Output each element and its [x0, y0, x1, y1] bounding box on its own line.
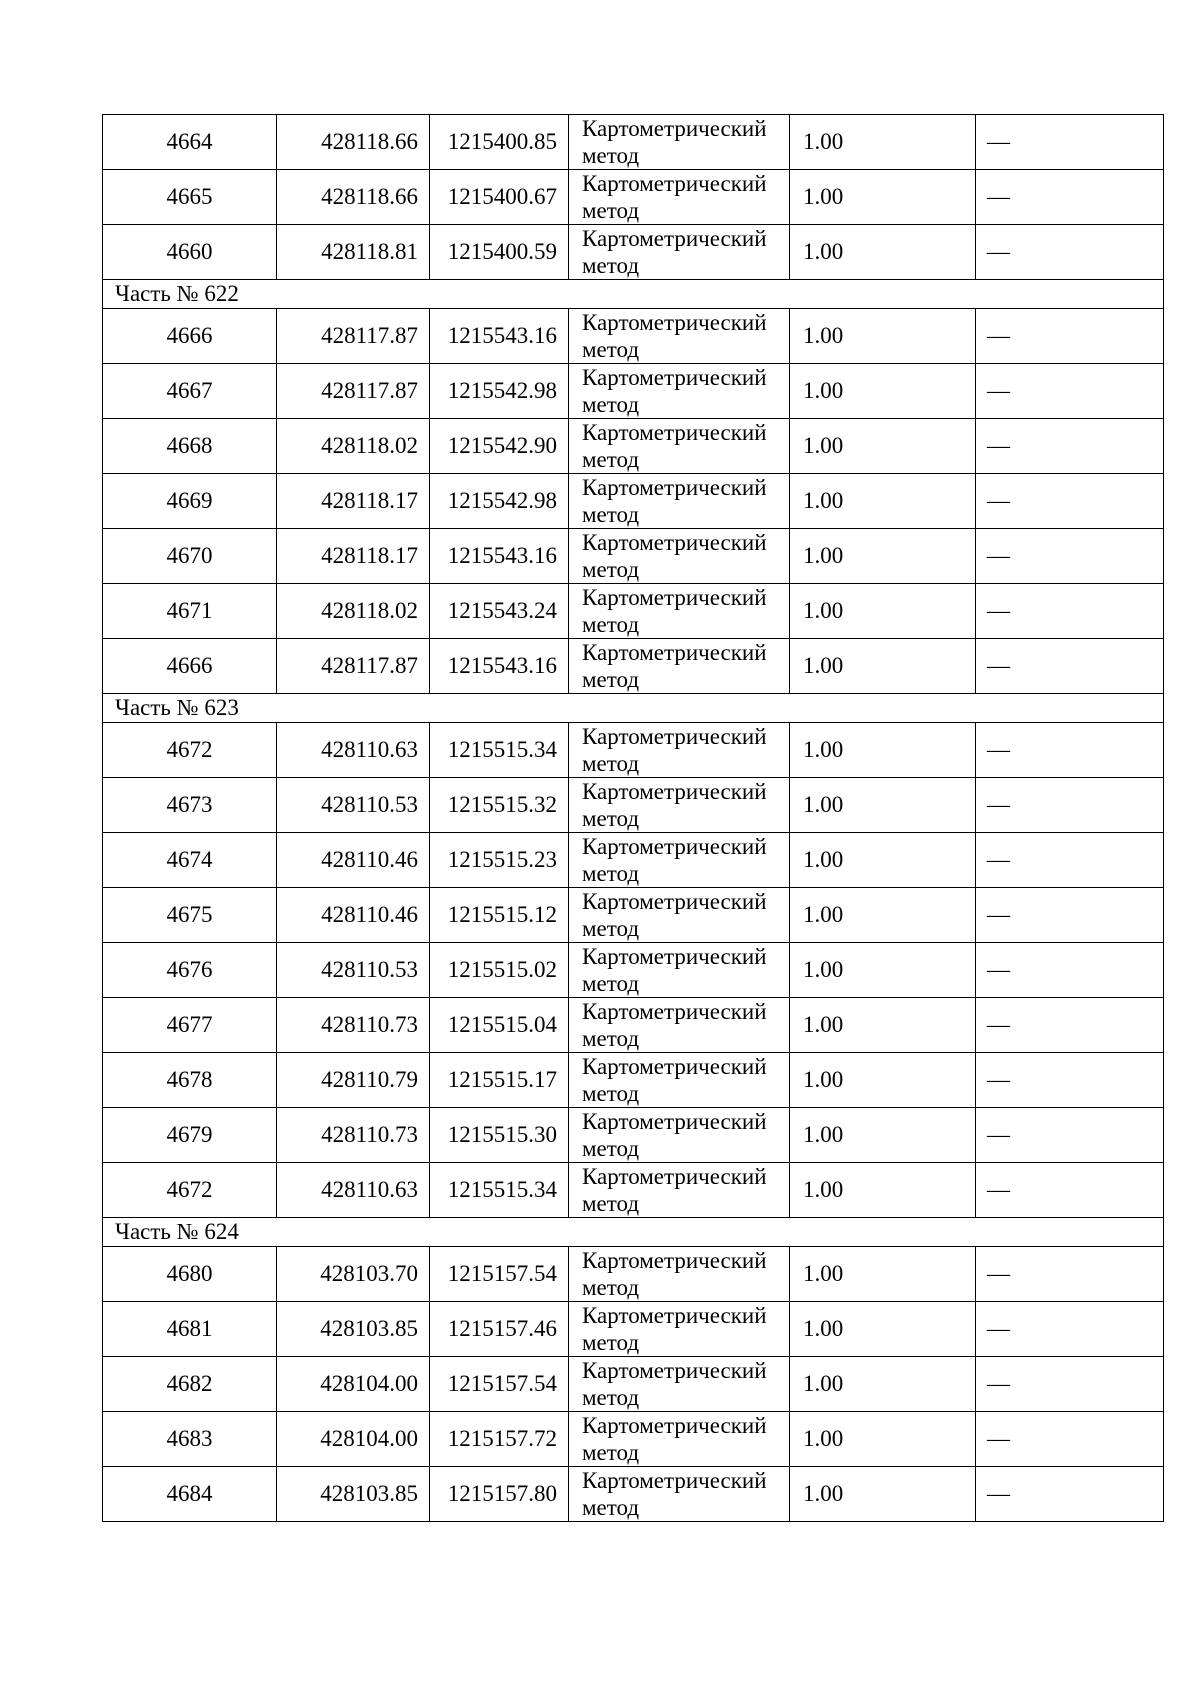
- accuracy-cell: 1.00: [790, 723, 976, 778]
- method-line-2: метод: [582, 1275, 640, 1300]
- method-line-2: метод: [582, 447, 640, 472]
- description-cell: —: [976, 529, 1164, 584]
- point-number-cell: 4673: [103, 778, 277, 833]
- description-cell: —: [976, 1357, 1164, 1412]
- method-line-1: Картометрический: [582, 365, 767, 390]
- point-number-cell: 4664: [103, 115, 277, 170]
- method-cell: [569, 1108, 790, 1163]
- y-coordinate-cell: 1215543.24: [430, 584, 569, 639]
- point-number-cell: 4678: [103, 1053, 277, 1108]
- x-coordinate-cell: 428110.46: [277, 888, 430, 943]
- description-cell: —: [976, 639, 1164, 694]
- table-row: [103, 364, 1164, 419]
- y-coordinate-cell: 1215542.98: [430, 474, 569, 529]
- x-coordinate-cell: 428103.70: [277, 1247, 430, 1302]
- y-coordinate-cell: 1215157.54: [430, 1247, 569, 1302]
- method-cell: [569, 364, 790, 419]
- accuracy-cell: 1.00: [790, 833, 976, 888]
- method-line-1: Картометрический: [582, 1413, 767, 1438]
- method-line-1: Картометрический: [582, 1358, 767, 1383]
- y-coordinate-cell: 1215515.32: [430, 778, 569, 833]
- table-row: [103, 529, 1164, 584]
- y-coordinate-cell: 1215515.34: [430, 1163, 569, 1218]
- x-coordinate-cell: 428110.63: [277, 723, 430, 778]
- x-coordinate-cell: 428103.85: [277, 1467, 430, 1522]
- point-number-cell: 4666: [103, 309, 277, 364]
- x-coordinate-cell: 428118.66: [277, 170, 430, 225]
- method-line-2: метод: [582, 806, 640, 831]
- accuracy-cell: 1.00: [790, 364, 976, 419]
- description-cell: —: [976, 1302, 1164, 1357]
- accuracy-cell: 1.00: [790, 584, 976, 639]
- method-line-2: метод: [582, 143, 640, 168]
- point-number-cell: 4672: [103, 1163, 277, 1218]
- x-coordinate-cell: 428103.85: [277, 1302, 430, 1357]
- method-line-2: метод: [582, 612, 640, 637]
- description-cell: —: [976, 723, 1164, 778]
- accuracy-cell: 1.00: [790, 1163, 976, 1218]
- method-line-1: Картометрический: [582, 1248, 767, 1273]
- method-line-2: метод: [582, 1081, 640, 1106]
- point-number-cell: 4667: [103, 364, 277, 419]
- accuracy-cell: 1.00: [790, 419, 976, 474]
- method-line-1: Картометрический: [582, 779, 767, 804]
- x-coordinate-cell: 428110.73: [277, 1108, 430, 1163]
- table-row: [103, 1412, 1164, 1467]
- method-cell: [569, 1412, 790, 1467]
- method-cell: [569, 888, 790, 943]
- y-coordinate-cell: 1215543.16: [430, 639, 569, 694]
- x-coordinate-cell: 428117.87: [277, 639, 430, 694]
- point-number-cell: 4669: [103, 474, 277, 529]
- description-cell: —: [976, 778, 1164, 833]
- description-cell: —: [976, 584, 1164, 639]
- y-coordinate-cell: 1215543.16: [430, 529, 569, 584]
- method-cell: [569, 998, 790, 1053]
- accuracy-cell: 1.00: [790, 1412, 976, 1467]
- method-line-1: Картометрический: [582, 1109, 767, 1134]
- accuracy-cell: 1.00: [790, 225, 976, 280]
- method-line-1: Картометрический: [582, 1468, 767, 1493]
- x-coordinate-cell: 428118.66: [277, 115, 430, 170]
- point-number-cell: 4681: [103, 1302, 277, 1357]
- accuracy-cell: 1.00: [790, 1053, 976, 1108]
- y-coordinate-cell: 1215400.85: [430, 115, 569, 170]
- description-cell: —: [976, 1467, 1164, 1522]
- x-coordinate-cell: 428117.87: [277, 309, 430, 364]
- method-line-2: метод: [582, 916, 640, 941]
- table-row: [103, 584, 1164, 639]
- table-row: [103, 1247, 1164, 1302]
- table-row: [103, 1108, 1164, 1163]
- point-number-cell: 4672: [103, 723, 277, 778]
- y-coordinate-cell: 1215515.34: [430, 723, 569, 778]
- method-line-1: Картометрический: [582, 944, 767, 969]
- description-cell: —: [976, 309, 1164, 364]
- method-line-1: Картометрический: [582, 116, 767, 141]
- method-cell: [569, 1302, 790, 1357]
- point-number-cell: 4676: [103, 943, 277, 998]
- method-line-1: Картометрический: [582, 724, 767, 749]
- description-cell: —: [976, 1053, 1164, 1108]
- table-row: [103, 1357, 1164, 1412]
- table-row: [103, 309, 1164, 364]
- method-cell: [569, 1163, 790, 1218]
- y-coordinate-cell: 1215157.80: [430, 1467, 569, 1522]
- method-line-1: Картометрический: [582, 999, 767, 1024]
- point-number-cell: 4671: [103, 584, 277, 639]
- description-cell: —: [976, 1108, 1164, 1163]
- y-coordinate-cell: 1215543.16: [430, 309, 569, 364]
- table-row: [103, 723, 1164, 778]
- accuracy-cell: 1.00: [790, 1247, 976, 1302]
- point-number-cell: 4677: [103, 998, 277, 1053]
- table-row: [103, 778, 1164, 833]
- x-coordinate-cell: 428110.53: [277, 943, 430, 998]
- x-coordinate-cell: 428110.63: [277, 1163, 430, 1218]
- y-coordinate-cell: 1215157.54: [430, 1357, 569, 1412]
- y-coordinate-cell: 1215400.67: [430, 170, 569, 225]
- method-line-1: Картометрический: [582, 530, 767, 555]
- method-line-2: метод: [582, 1440, 640, 1465]
- description-cell: —: [976, 833, 1164, 888]
- method-line-2: метод: [582, 1191, 640, 1216]
- table-row: [103, 419, 1164, 474]
- method-cell: [569, 170, 790, 225]
- method-cell: [569, 1467, 790, 1522]
- point-number-cell: 4665: [103, 170, 277, 225]
- description-cell: —: [976, 943, 1164, 998]
- table-row: [103, 888, 1164, 943]
- description-cell: —: [976, 1247, 1164, 1302]
- point-number-cell: 4668: [103, 419, 277, 474]
- section-header-row: [103, 280, 1164, 309]
- accuracy-cell: 1.00: [790, 888, 976, 943]
- method-cell: [569, 115, 790, 170]
- description-cell: —: [976, 1163, 1164, 1218]
- x-coordinate-cell: 428110.79: [277, 1053, 430, 1108]
- accuracy-cell: 1.00: [790, 529, 976, 584]
- y-coordinate-cell: 1215542.98: [430, 364, 569, 419]
- point-number-cell: 4660: [103, 225, 277, 280]
- method-line-2: метод: [582, 1330, 640, 1355]
- description-cell: —: [976, 364, 1164, 419]
- method-line-1: Картометрический: [582, 1054, 767, 1079]
- y-coordinate-cell: 1215515.17: [430, 1053, 569, 1108]
- point-number-cell: 4674: [103, 833, 277, 888]
- y-coordinate-cell: 1215515.23: [430, 833, 569, 888]
- section-title: Часть № 623: [103, 694, 1164, 723]
- method-line-2: метод: [582, 253, 640, 278]
- x-coordinate-cell: 428104.00: [277, 1412, 430, 1467]
- accuracy-cell: 1.00: [790, 998, 976, 1053]
- y-coordinate-cell: 1215515.04: [430, 998, 569, 1053]
- y-coordinate-cell: 1215157.46: [430, 1302, 569, 1357]
- method-line-1: Картометрический: [582, 226, 767, 251]
- table-row: [103, 833, 1164, 888]
- table-row: [103, 225, 1164, 280]
- method-cell: [569, 1053, 790, 1108]
- accuracy-cell: 1.00: [790, 170, 976, 225]
- description-cell: —: [976, 474, 1164, 529]
- method-line-1: Картометрический: [582, 171, 767, 196]
- method-line-2: метод: [582, 337, 640, 362]
- description-cell: —: [976, 115, 1164, 170]
- accuracy-cell: 1.00: [790, 943, 976, 998]
- method-line-1: Картометрический: [582, 475, 767, 500]
- point-number-cell: 4683: [103, 1412, 277, 1467]
- y-coordinate-cell: 1215542.90: [430, 419, 569, 474]
- accuracy-cell: 1.00: [790, 309, 976, 364]
- method-cell: [569, 639, 790, 694]
- table-row: [103, 639, 1164, 694]
- x-coordinate-cell: 428118.17: [277, 474, 430, 529]
- method-line-2: метод: [582, 861, 640, 886]
- method-cell: [569, 723, 790, 778]
- y-coordinate-cell: 1215400.59: [430, 225, 569, 280]
- method-cell: [569, 225, 790, 280]
- x-coordinate-cell: 428118.02: [277, 584, 430, 639]
- point-number-cell: 4682: [103, 1357, 277, 1412]
- description-cell: —: [976, 1412, 1164, 1467]
- method-cell: [569, 1357, 790, 1412]
- accuracy-cell: 1.00: [790, 1302, 976, 1357]
- point-number-cell: 4666: [103, 639, 277, 694]
- table-row: [103, 170, 1164, 225]
- method-line-2: метод: [582, 751, 640, 776]
- method-line-1: Картометрический: [582, 889, 767, 914]
- y-coordinate-cell: 1215515.02: [430, 943, 569, 998]
- method-line-2: метод: [582, 198, 640, 223]
- description-cell: —: [976, 419, 1164, 474]
- x-coordinate-cell: 428118.17: [277, 529, 430, 584]
- section-header-row: [103, 1218, 1164, 1247]
- method-cell: [569, 584, 790, 639]
- point-number-cell: 4684: [103, 1467, 277, 1522]
- method-cell: [569, 1247, 790, 1302]
- method-cell: [569, 309, 790, 364]
- section-header-row: [103, 694, 1164, 723]
- method-line-2: метод: [582, 971, 640, 996]
- method-cell: [569, 778, 790, 833]
- table-row: [103, 1163, 1164, 1218]
- method-cell: [569, 943, 790, 998]
- method-cell: [569, 529, 790, 584]
- table-row: [103, 943, 1164, 998]
- table-body: [103, 115, 1164, 1522]
- method-line-2: метод: [582, 1495, 640, 1520]
- description-cell: —: [976, 225, 1164, 280]
- accuracy-cell: 1.00: [790, 1467, 976, 1522]
- method-line-2: метод: [582, 667, 640, 692]
- accuracy-cell: 1.00: [790, 474, 976, 529]
- description-cell: —: [976, 888, 1164, 943]
- y-coordinate-cell: 1215515.12: [430, 888, 569, 943]
- x-coordinate-cell: 428104.00: [277, 1357, 430, 1412]
- method-cell: [569, 474, 790, 529]
- table-row: [103, 1302, 1164, 1357]
- description-cell: —: [976, 998, 1164, 1053]
- method-line-2: метод: [582, 557, 640, 582]
- method-line-2: метод: [582, 392, 640, 417]
- point-number-cell: 4679: [103, 1108, 277, 1163]
- method-line-2: метод: [582, 502, 640, 527]
- x-coordinate-cell: 428117.87: [277, 364, 430, 419]
- description-cell: —: [976, 170, 1164, 225]
- method-line-1: Картометрический: [582, 1164, 767, 1189]
- method-line-1: Картометрический: [582, 585, 767, 610]
- x-coordinate-cell: 428110.46: [277, 833, 430, 888]
- x-coordinate-cell: 428118.81: [277, 225, 430, 280]
- method-line-1: Картометрический: [582, 420, 767, 445]
- accuracy-cell: 1.00: [790, 1108, 976, 1163]
- x-coordinate-cell: 428118.02: [277, 419, 430, 474]
- y-coordinate-cell: 1215157.72: [430, 1412, 569, 1467]
- point-number-cell: 4680: [103, 1247, 277, 1302]
- section-title: Часть № 624: [103, 1218, 1164, 1247]
- table-row: [103, 1467, 1164, 1522]
- method-cell: [569, 419, 790, 474]
- accuracy-cell: 1.00: [790, 1357, 976, 1412]
- method-line-1: Картометрический: [582, 640, 767, 665]
- method-line-1: Картометрический: [582, 310, 767, 335]
- accuracy-cell: 1.00: [790, 115, 976, 170]
- point-number-cell: 4675: [103, 888, 277, 943]
- method-line-2: метод: [582, 1136, 640, 1161]
- method-line-1: Картометрический: [582, 1303, 767, 1328]
- method-line-2: метод: [582, 1026, 640, 1051]
- point-number-cell: 4670: [103, 529, 277, 584]
- y-coordinate-cell: 1215515.30: [430, 1108, 569, 1163]
- table-row: [103, 1053, 1164, 1108]
- method-cell: [569, 833, 790, 888]
- table-row: [103, 115, 1164, 170]
- table-row: [103, 474, 1164, 529]
- x-coordinate-cell: 428110.73: [277, 998, 430, 1053]
- accuracy-cell: 1.00: [790, 639, 976, 694]
- method-line-1: Картометрический: [582, 834, 767, 859]
- accuracy-cell: 1.00: [790, 778, 976, 833]
- x-coordinate-cell: 428110.53: [277, 778, 430, 833]
- coordinates-table: [102, 114, 1164, 1522]
- method-line-2: метод: [582, 1385, 640, 1410]
- section-title: Часть № 622: [103, 280, 1164, 309]
- table-row: [103, 998, 1164, 1053]
